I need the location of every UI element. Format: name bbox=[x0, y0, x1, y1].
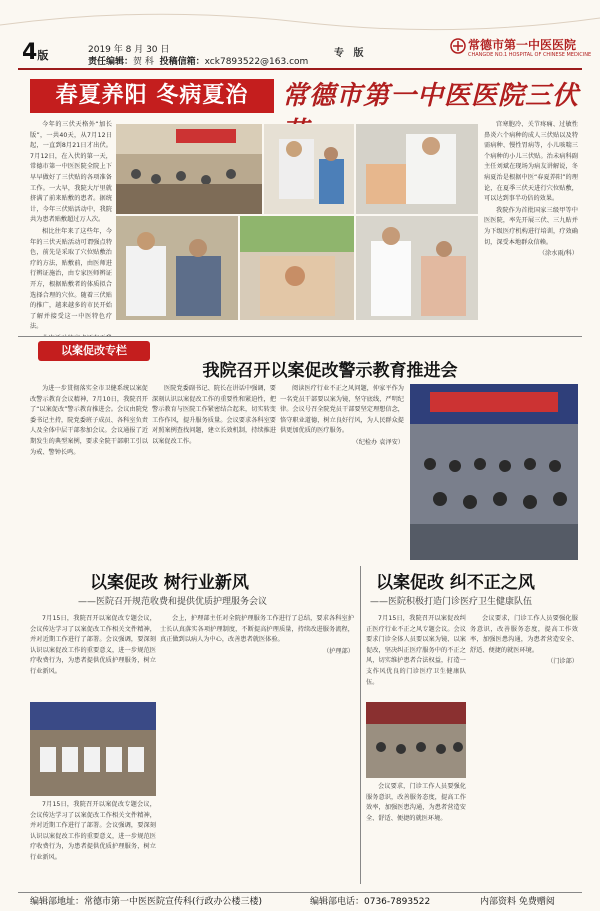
photo-nursing-meeting bbox=[30, 702, 156, 796]
issue-date: 2019 年 8 月 30 日 bbox=[88, 45, 170, 55]
banner-title: 春夏养阳 冬病夏治 bbox=[30, 79, 274, 113]
footer-divider bbox=[18, 892, 582, 893]
right-article-col1: 7月15日，我院召开以案促改纠正医疗行业不正之风专题会议。会议要求门诊全体人员要以案为镜、以案促改，坚决纠正医疗服务中的不正之风，切实维护患者合法权益，打造一支作风优良的门诊医疗卫生健康队伍。 bbox=[366, 615, 466, 686]
section2-col3: 阅读医疗行业不正之风问题，仲家平作为一名党员干部要以案为镜，坚守底线，严明纪律。会议号召全院党员干部要坚定理想信念，恪守职业道德，树立良好行风，为人民群众提供更加优质的医疗服务。 （纪检办 袁泽安） bbox=[280, 385, 404, 446]
article1-col2: 宫寒胞冷、关节疼痛、过敏性鼻炎六个病种的成人三伏贴以及特需病种、慢性胃病等，小儿咳喘三个病种的小儿三伏贴。治未病科副主任刘斌在现场为病友讲解说，冬病夏治是根据中医“春夏养阳”的理论，在夏季三伏天进行穴位贴敷，可以达到事半功倍的效果。 我院作为首批国家三级甲等中医医院，率先开展三伏、三九贴并为下级医疗机构进行培训，疗效确切，深受本地群众信赖。 （涂水雨/科） bbox=[484, 121, 578, 258]
column-divider bbox=[360, 566, 361, 884]
page-footer bbox=[0, 894, 600, 911]
section2-col2: 医院党委副书记、院长在讲话中强调，要深刻认识以案促改工作的重要性和紧迫性，把警示教育与医院工作紧密结合起来，切实转变工作作风，提升服务质量。会议要求各科室要对照案例查找问题，建立长效机制，持续推进以案促改工作。 bbox=[152, 385, 276, 445]
decorative-header-pattern bbox=[0, 0, 600, 40]
right-article-col1b: 会议要求，门诊工作人员要强化服务意识，改善服务态度，提高工作效率，加强医患沟通，为患者营造安全、舒适、便捷的就医环境。 bbox=[366, 783, 466, 822]
section2-title: 我院召开以案促改警示教育推进会 bbox=[202, 361, 458, 381]
left-article-col1b: 7月15日，我院召开以案促改专题会议，会议传达学习了以案促改工作相关文件精神，并对近期工作进行了部署。会议强调，要深刻认识以案促改工作的重要意义，进一步规范医疗收费行为，为患者提供优质护理服务，树立行业新风。 bbox=[30, 801, 156, 861]
article1-col1: 今年的三伏天格外“加长版”，一共40天，从7月12日起，一直到8月21日才出伏。7月12日，在入伏的第一天，常德市第一中医医院全院上下早早做好了三伏贴的各项准备工作。一大早，我院大厅里就挤满了前来贴敷的患者。据统计，今年三伏贴活动中，我院共为患者贴敷超过万人次。 相比往年来了这些年，今年的三伏天贴活动可谓强点特色，前先是采取了穴位贴敷治疗的方法，贴敷前，由医师进行辨证施治，由专家医师辨证开方，根据贴敷者的体质拟合选择合理的穴位。随着三伏贴的推广，越来越多的市民开始了解并接受这一中医特色疗法。 bbox=[30, 121, 112, 331]
photo-meeting-hall bbox=[410, 384, 578, 560]
photo-nurse-patient bbox=[356, 216, 478, 320]
footer-address: 编辑部地址：常德市第一中医医院宣传科(行政办公楼三楼) bbox=[30, 897, 263, 907]
right-article-subtitle: ——医院积极打造门诊医疗卫生健康队伍 bbox=[370, 597, 533, 607]
edition-label: 专 版 bbox=[334, 48, 367, 59]
photo-child-patient bbox=[264, 124, 354, 214]
hospital-brand: 常德市第一中医医院 bbox=[468, 38, 577, 52]
left-article-title: 以案促改 树行业新风 bbox=[90, 573, 249, 593]
editor-name: 贺 科 bbox=[133, 57, 154, 67]
photo-treatment-room bbox=[356, 124, 478, 214]
footer-phone: 编辑部电话：0736-7893522 bbox=[310, 897, 431, 907]
left-article-subtitle: ——医院召开规范收费和提供优质护理服务会议 bbox=[78, 597, 268, 607]
photo-hospital-lobby bbox=[116, 124, 262, 214]
header-divider bbox=[18, 68, 582, 70]
hospital-brand-en: CHANGDE NO.1 HOSPITAL OF CHINESE MEDICINE bbox=[468, 52, 592, 58]
hospital-logo-icon bbox=[450, 38, 466, 54]
photo-outpatient-meeting bbox=[366, 702, 466, 778]
section-divider bbox=[18, 336, 582, 337]
banner-calligraphy: 常德市第一中医医院三伏 bbox=[282, 81, 580, 111]
photo-acupoint-application bbox=[240, 216, 354, 320]
section2-col1: 为进一步贯彻落实全市卫健系统以案促改警示教育会议精神，7月10日，我院召开了“以案促改”警示教育推进会。会议由院党委书记主持，院党委班子成员、各科室负责人及全体中层干部参加会议。会议通报了近期发生的典型案例，要求全院干部职工引以为戒、警钟长鸣。 bbox=[30, 385, 148, 456]
left-article-col2: 会上，护理部主任对全院护理服务工作进行了总结，要求各科室护士长认真落实各项护理制度，不断提高护理质量，持续改进服务流程，真正做到以病人为中心，改善患者就医体验。 （护理部） bbox=[160, 615, 354, 655]
right-article-title: 以案促改 纠不正之风 bbox=[376, 573, 535, 593]
footer-notice: 内部资料 免费赠阅 bbox=[480, 897, 555, 907]
photo-doctor-consult bbox=[116, 216, 238, 320]
header-info: 2019 年 8 月 30 日 责任编辑：贺 科 投稿信箱：xck7893522@163.com bbox=[88, 45, 309, 67]
left-article-col1: 7月15日，我院召开以案促改专题会议，会议传达学习了以案促改工作相关文件精神，并对近期工作进行了部署。会议强调，要深刻认识以案促改工作的重要意义，进一步规范医疗收费行为，为患者提供优质护理服务，树立行业新风。 bbox=[30, 615, 156, 675]
contact-email: xck7893522@163.com bbox=[204, 57, 309, 67]
right-article-col2: 会议要求，门诊工作人员要强化服务意识，改善服务态度，提高工作效率，加强医患沟通，为患者营造安全、舒适、便捷的就医环境。 （门诊部） bbox=[470, 615, 578, 666]
column-tag: 以案促改专栏 bbox=[38, 341, 150, 361]
page-number: 4版 bbox=[22, 40, 49, 65]
